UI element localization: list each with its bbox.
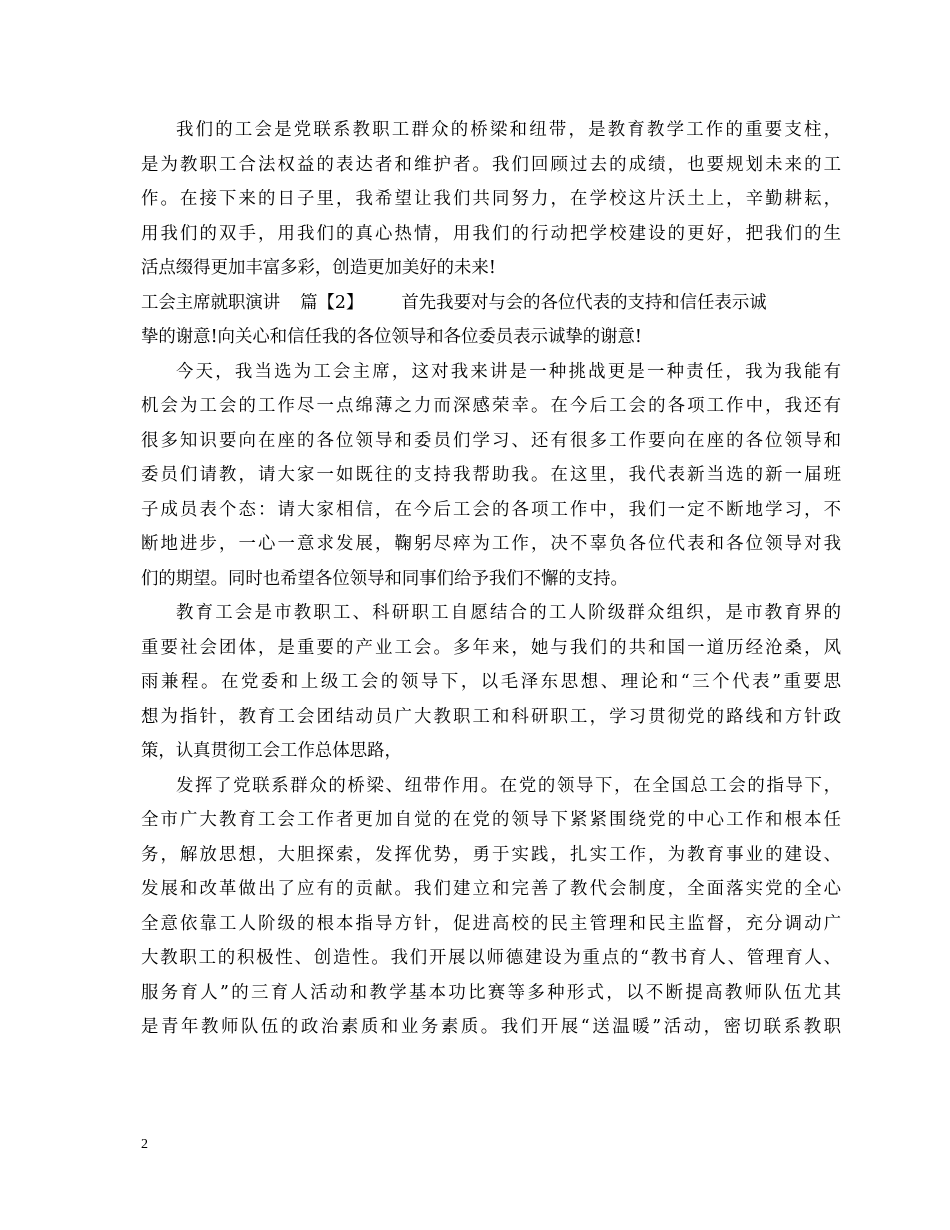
paragraph-line: 教育工会是市教职工、科研职工自愿结合的工人阶级群众组织，是市教育界的: [176, 603, 841, 623]
paragraph-line: 用我们的双手，用我们的真心热情，用我们的行动把学校建设的更好，把我们的生: [141, 223, 841, 244]
paragraph-line: 务，解放思想，大胆探索，发挥优势，勇于实践，扎实工作，为教育事业的建设、: [141, 844, 841, 865]
paragraph-line: 作。在接下来的日子里，我希望让我们共同努力，在学校这片沃土上，辛勤耕耘，: [141, 189, 841, 209]
paragraph-line: 全意依靠工人阶级的根本指导方针，促进高校的民主管理和民主监督，充分调动广: [141, 913, 841, 934]
paragraph-line: 重要社会团体，是重要的产业工会。多年来，她与我们的共和国一道历经沧桑，风: [141, 637, 841, 658]
document-body: [141, 113, 841, 1045]
section-heading-line: [141, 286, 841, 321]
page-number: 2: [141, 1137, 148, 1152]
paragraph-line: 发挥了党联系群众的桥梁、纽带作用。在党的领导下，在全国总工会的指导下，: [176, 775, 841, 796]
section-title: 工会主席就职演讲: [141, 292, 281, 313]
paragraph-line: 子成员表个态：请大家相信，在今后工会的各项工作中，我们一定不断地学习，不: [141, 499, 841, 520]
paragraph-line: 是为教职工合法权益的表达者和维护者。我们回顾过去的成绩，也要规划未来的工: [141, 154, 841, 175]
paragraph-1: [141, 113, 841, 286]
paragraph-line: 雨兼程。在党委和上级工会的领导下，以毛泽东思想、理论和“三个代表”重要思: [141, 672, 841, 692]
paragraph-4: [141, 769, 841, 1045]
paragraph-line: 断地进步，一心一意求发展，鞠躬尽瘁为工作，决不辜负各位代表和各位领导对我: [141, 534, 841, 554]
paragraph-line: 今天，我当选为工会主席，这对我来讲是一种挑战更是一种责任，我为我能有: [176, 361, 841, 382]
paragraph-line: 全市广大教育工会工作者更加自觉的在党的领导下紧紧围绕党的中心工作和根本任: [141, 810, 841, 830]
paragraph-line: 们的期望。同时也希望各位领导和同事们给予我们不懈的支持。: [141, 568, 628, 589]
paragraph-line: 服务育人”的三育人活动和教学基本功比赛等多种形式，以不断提高教师队伍尤其: [141, 982, 841, 1003]
paragraph-line: 委员们请教，请大家一如既往的支持我帮助我。在这里，我代表新当选的新一届班: [141, 465, 841, 485]
paragraph-line: 发展和改革做出了应有的贡献。我们建立和完善了教代会制度，全面落实党的全心: [141, 879, 841, 899]
section-lead-text: 首先我要对与会的各位代表的支持和信任表示诚: [401, 292, 767, 313]
paragraph-3: [141, 596, 841, 769]
paragraph-line: 我们的工会是党联系教职工群众的桥梁和纽带，是教育教学工作的重要支柱，: [176, 120, 841, 140]
paragraph-line: 大教职工的积极性、创造性。我们开展以师德建设为重点的“教书育人、管理育人、: [141, 948, 841, 968]
paragraph-2: [141, 355, 841, 597]
paragraph-line: 是青年教师队伍的政治素质和业务素质。我们开展“送温暖”活动，密切联系教职: [141, 1017, 841, 1037]
section-continuation: 挚的谢意!向关心和信任我的各位领导和各位委员表示诚挚的谢意!: [141, 327, 642, 347]
paragraph-line: 机会为工会的工作尽一点绵薄之力而深感荣幸。在今后工会的各项工作中，我还有: [141, 396, 841, 416]
paragraph-line: 策，认真贯彻工会工作总体思路，: [141, 741, 402, 761]
section-number: 篇【2】: [300, 292, 364, 313]
section-heading: [141, 286, 841, 355]
paragraph-line: 想为指针，教育工会团结动员广大教职工和科研职工，学习贯彻党的路线和方针政: [141, 706, 841, 727]
paragraph-line: 很多知识要向在座的各位领导和委员们学习、还有很多工作要向在座的各位领导和: [141, 430, 841, 451]
paragraph-line: 活点缀得更加丰富多彩，创造更加美好的未来!: [141, 258, 496, 278]
